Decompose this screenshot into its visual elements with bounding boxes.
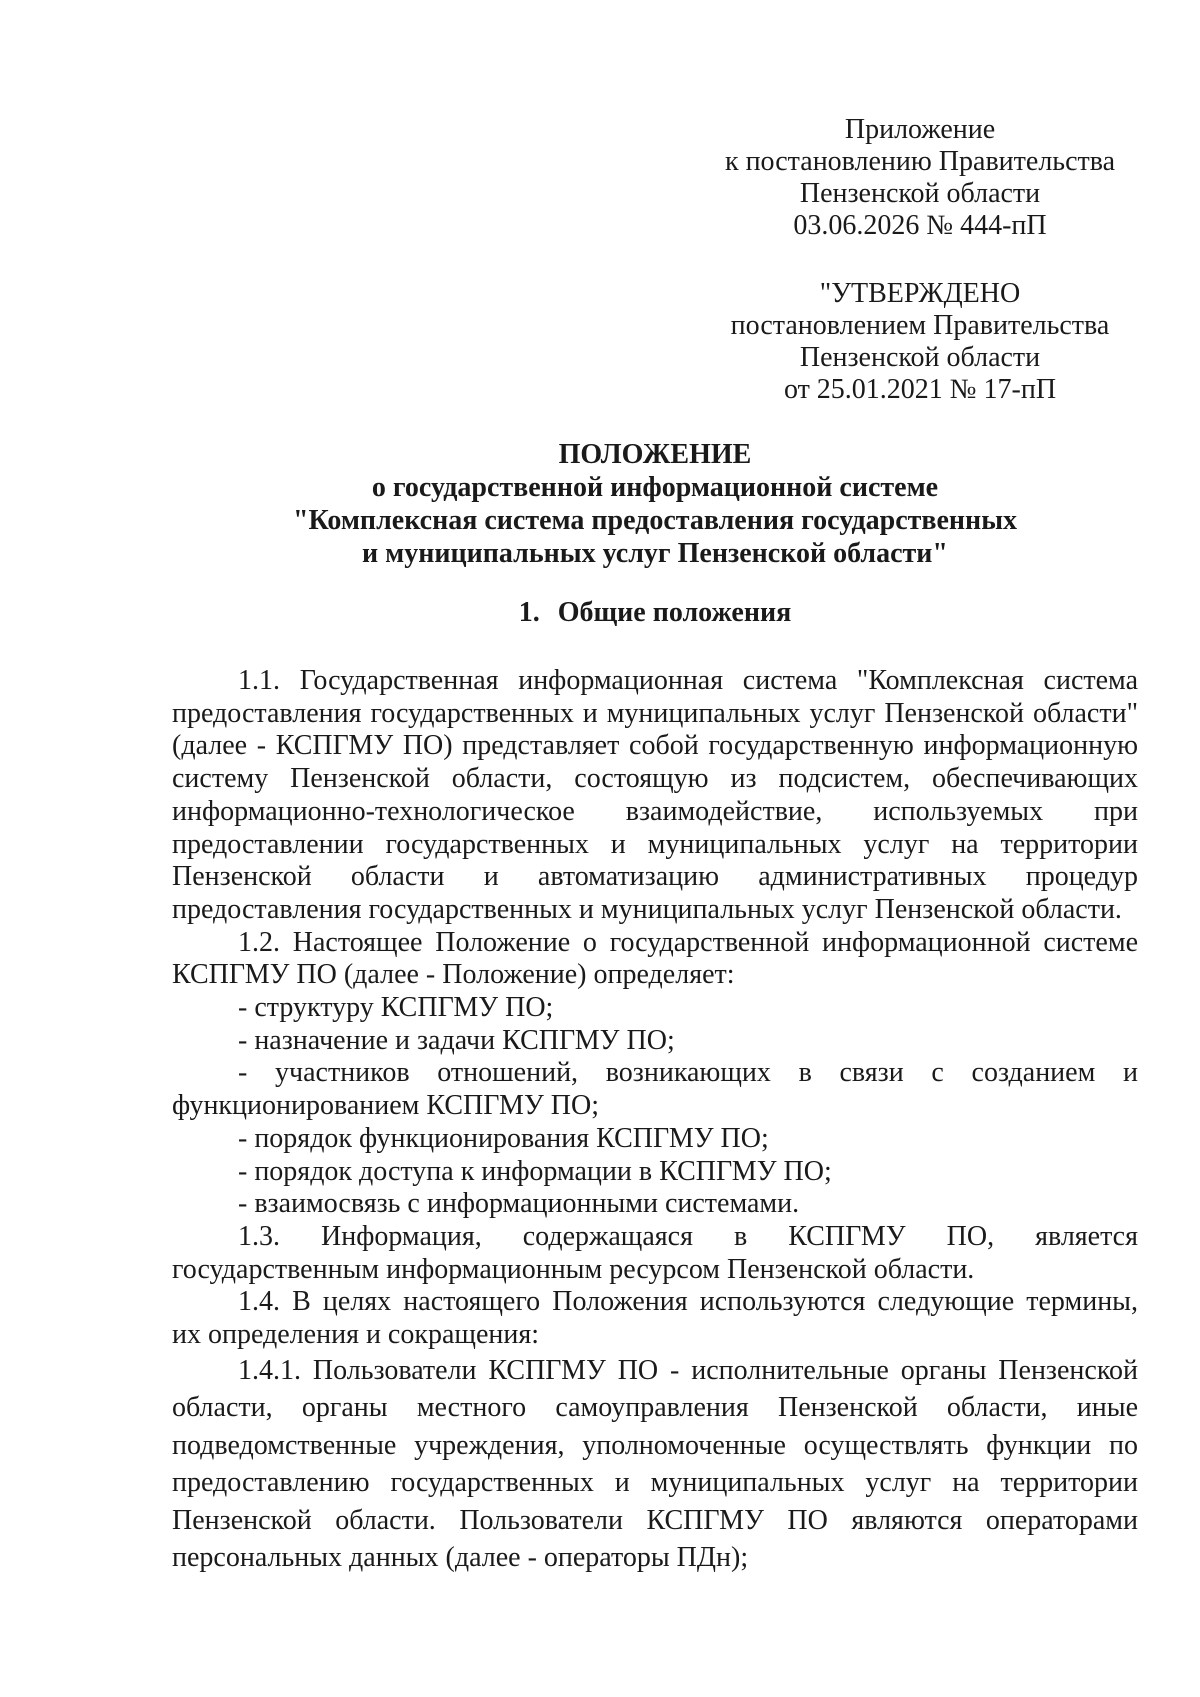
list-item-interconnection: - взаимосвязь с информационными системами. (238, 1188, 800, 1220)
paragraph-1-3: 1.3. Информация, содержащаяся в КСПГМУ ПО, является государственным информационным ресурсом Пензенской области. (172, 1220, 1138, 1285)
approved-line-2: постановлением Правительства (730, 310, 1110, 341)
paragraph-1-4: 1.4. В целях настоящего Положения используются следующие термины, их определения и сокращения: (172, 1286, 1138, 1351)
title-line-4: и муниципальных услуг Пензенской области" (362, 538, 948, 569)
list-item-purpose: - назначение и задачи КСПГМУ ПО; (238, 1024, 675, 1056)
paragraph-1-1: 1.1. Государственная информационная система "Комплексная система предоставления государственных и муниципальных услуг Пензенской области" (далее - КСПГМУ ПО) представляет собой государственную информационную систему Пензенской области, состоящую из подсистем, обеспечивающих информационно-технологическое взаимодействие, используемых при предоставлении государственных и муниципальных услуг на территории Пензенской области и автоматизацию административных процедур предоставления государственных и муниципальных услуг Пензенской области. (172, 665, 1138, 925)
section-title: Общие положения (557, 597, 792, 628)
list-item-participants: - участников отношений, возникающих в связи с созданием и функционированием КСПГМУ ПО; (172, 1057, 1138, 1122)
annex-line-2: к постановлению Правительства (724, 146, 1116, 177)
section-heading (172, 596, 1138, 629)
approved-line-4: от 25.01.2021 № 17-пП (783, 374, 1057, 405)
section-number: 1. (518, 597, 540, 628)
paragraph-1-4-1: 1.4.1. Пользователи КСПГМУ ПО - исполнительные органы Пензенской области, органы местного самоуправления Пензенской области, иные подведомственные учреждения, уполномоченные осуществлять функции по предоставлению государственных и муниципальных услуг на территории Пензенской области. Пользователи КСПГМУ ПО являются операторами персональных данных (далее - операторы ПДн); (172, 1354, 1138, 1574)
title-line-2: о государственной информационной системе (371, 472, 939, 503)
annex-line-4: 03.06.2026 № 444-пП (793, 210, 1047, 241)
approved-line-3: Пензенской области (799, 342, 1041, 373)
document-body (172, 665, 1138, 1577)
annex-header (700, 114, 1140, 242)
annex-line-1: Приложение (844, 114, 996, 145)
paragraph-1-2: 1.2. Настоящее Положение о государственной информационной системе КСПГМУ ПО (далее - Положение) определяет: (172, 926, 1138, 991)
list-item-operation: - порядок функционирования КСПГМУ ПО; (238, 1122, 769, 1154)
annex-line-3: Пензенской области (799, 178, 1041, 209)
list-item-access: - порядок доступа к информации в КСПГМУ ПО; (238, 1155, 832, 1187)
document-title (172, 438, 1138, 570)
approved-line-1: "УТВЕРЖДЕНО (819, 278, 1021, 309)
list-item-structure: - структуру КСПГМУ ПО; (238, 992, 554, 1024)
approval-stamp (700, 278, 1140, 406)
title-line-1: ПОЛОЖЕНИЕ (558, 439, 752, 470)
title-line-3: "Комплексная система предоставления государственных (292, 505, 1018, 536)
